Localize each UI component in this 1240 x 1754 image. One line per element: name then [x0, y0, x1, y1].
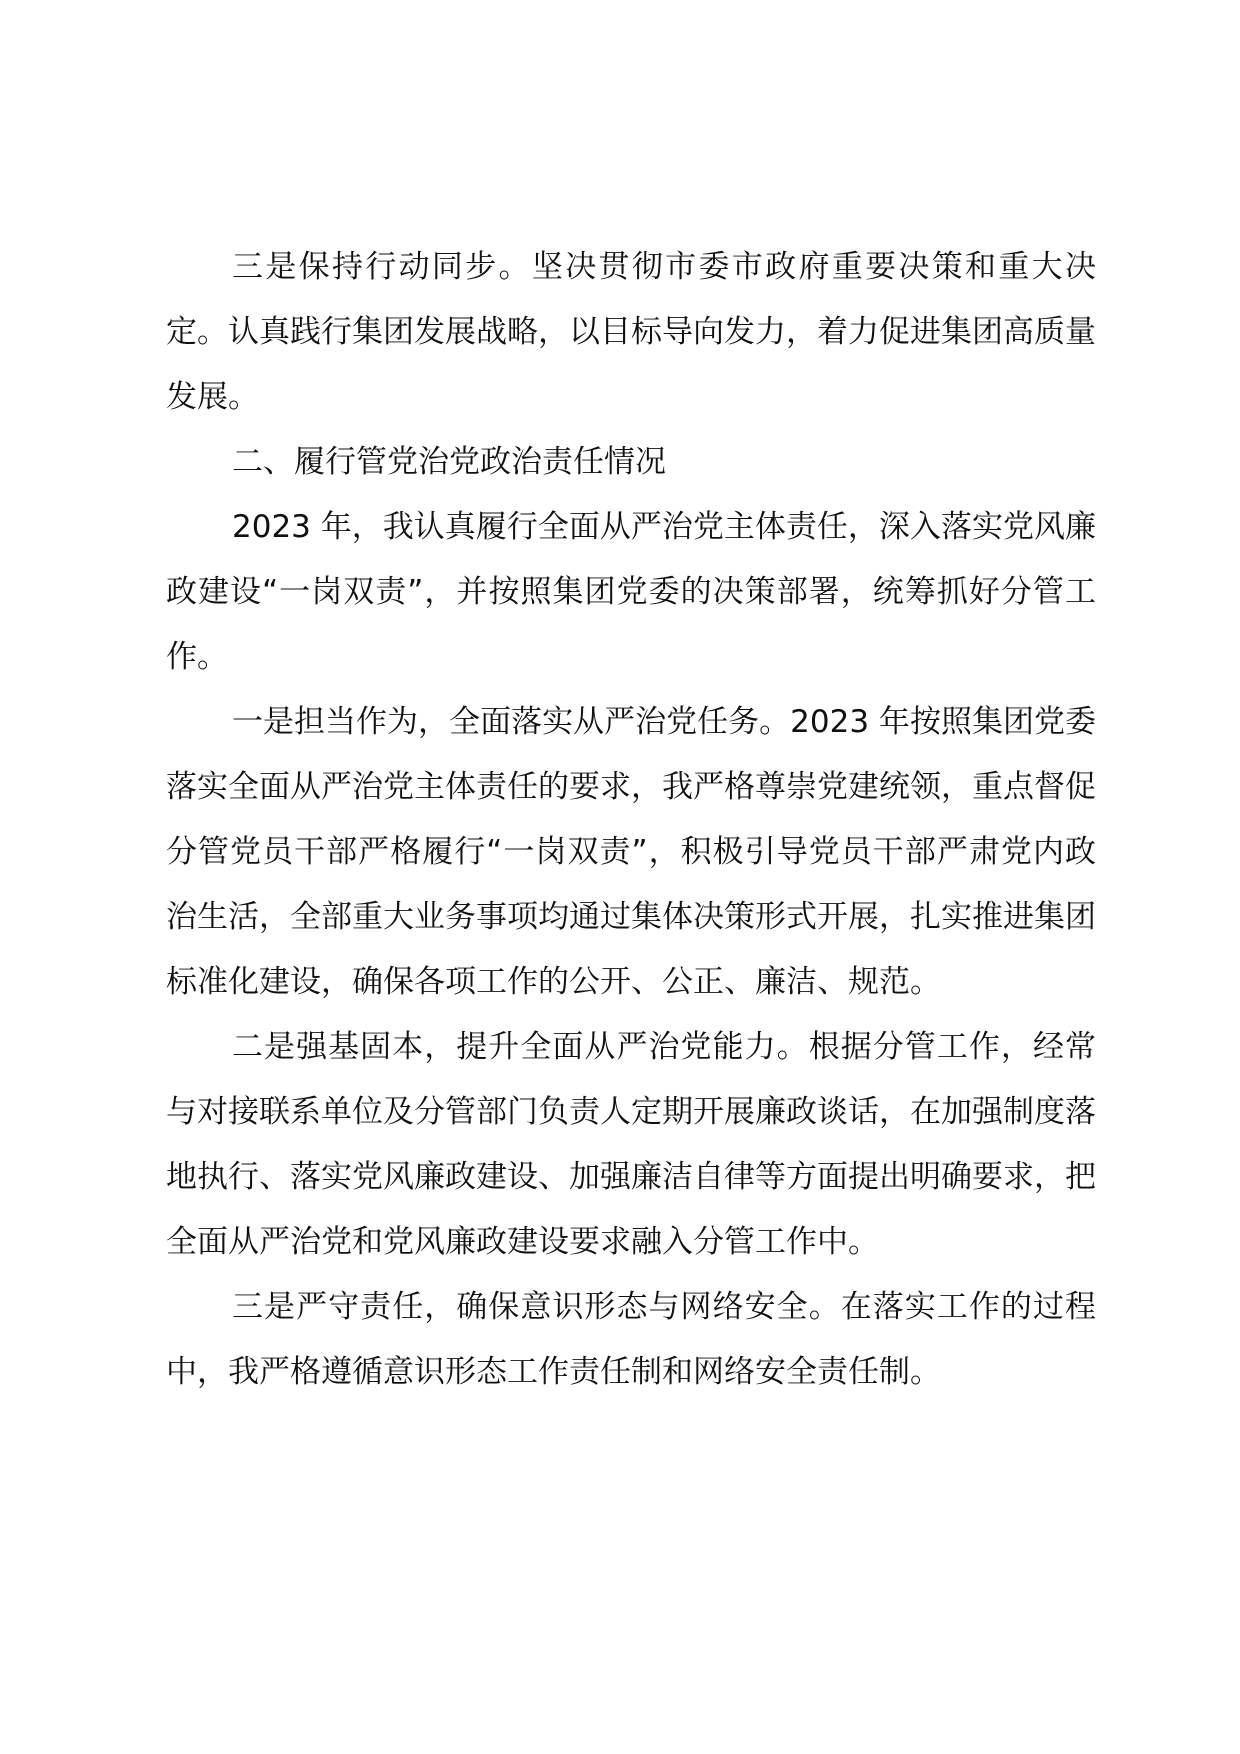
paragraph-point-two: 二是强基固本，提升全面从严治党能力。根据分管工作，经常与对接联系单位及分管部门负责人定期开展廉政谈话，在加强制度落地执行、落实党风廉政建设、加强廉洁自律等方面提出明确要求，把全面从严治党和党风廉政建设要求融入分管工作中。 [166, 1029, 1096, 1260]
paragraph-point-one: 一是担当作为，全面落实从严治党任务。2023 年按照集团党委落实全面从严治党主体责任的要求，我严格尊崇党建统领，重点督促分管党员干部严格履行“一岗双责”，积极引导党员干部严肃党内政治生活，全部重大业务事项均通过集体决策形式开展，扎实推进集团标准化建设，确保各项工作的公开、公正、廉洁、规范。 [166, 704, 1096, 1000]
paragraph-2023-summary: 2023 年，我认真履行全面从严治党主体责任，深入落实党风廉政建设“一岗双责”，并按照集团党委的决策部署，统筹抓好分管工作。 [166, 509, 1096, 675]
paragraph-action-sync: 三是保持行动同步。坚决贯彻市委市政府重要决策和重大决定。认真践行集团发展战略，以目标导向发力，着力促进集团高质量发展。 [166, 249, 1096, 415]
document-body [166, 235, 1096, 1405]
paragraph-point-three: 三是严守责任，确保意识形态与网络安全。在落实工作的过程中，我严格遵循意识形态工作责任制和网络安全责任制。 [166, 1289, 1096, 1390]
section-heading-party-governance: 二、履行管党治党政治责任情况 [232, 444, 666, 480]
